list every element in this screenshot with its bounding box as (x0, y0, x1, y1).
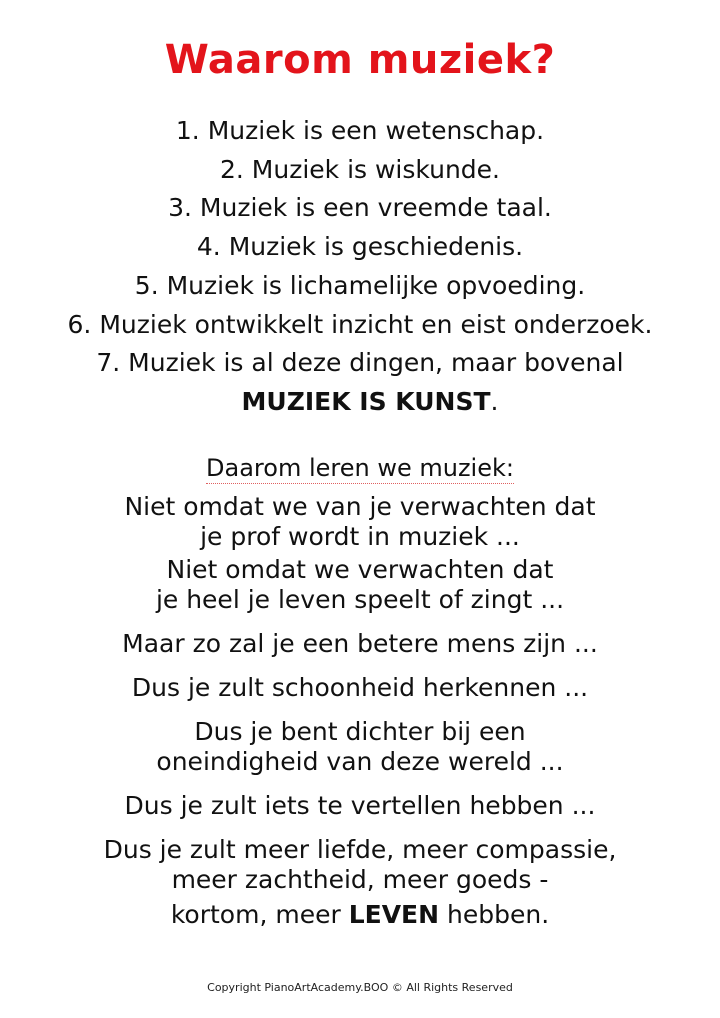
stanza-line: je prof wordt in muziek ... (200, 522, 520, 551)
stanza-5 (0, 717, 720, 777)
stanza-line: Dus je zult iets te vertellen hebben ... (124, 791, 596, 820)
stanza-line (0, 895, 720, 935)
stanza-line: je heel je leven speelt of zingt ... (155, 585, 565, 614)
copyright-notice: Copyright PianoArtAcademy.BOO © All Rights Reserved (207, 981, 513, 994)
stanza-line: meer zachtheid, meer goeds - (171, 865, 549, 894)
reasons-body (0, 492, 720, 935)
stanza-line: Dus je zult meer liefde, meer compassie, (103, 835, 617, 864)
conclusion-bold: MUZIEK IS KUNST (241, 386, 491, 416)
stanza-line: Niet omdat we van je verwachten dat (124, 492, 596, 521)
stanza-line: Maar zo zal je een betere mens zijn ... (122, 629, 598, 658)
page-title: Waarom muziek? (164, 37, 556, 83)
stanza-6 (0, 791, 720, 821)
conclusion-line (0, 383, 720, 422)
stanza-3 (0, 629, 720, 659)
stanza-7 (0, 835, 720, 935)
stanza-line: Dus je zult schoonheid herkennen ... (131, 673, 589, 702)
list-item: 7. Muziek is al deze dingen, maar bovenal (96, 348, 624, 378)
subheading-text: Daarom leren we muziek: (206, 454, 514, 482)
stanza-2 (0, 555, 720, 615)
subheading (0, 448, 720, 488)
stanza-4 (0, 673, 720, 703)
reasons-list (0, 112, 720, 422)
list-item: 3. Muziek is een vreemde taal. (168, 193, 552, 223)
line-text: kortom, meer (170, 900, 349, 929)
list-item: 4. Muziek is geschiedenis. (196, 232, 524, 262)
stanza-1 (0, 492, 720, 552)
list-item: 1. Muziek is een wetenschap. (175, 116, 545, 145)
list-item: 2. Muziek is wiskunde. (219, 154, 501, 184)
line-text: hebben. (439, 900, 550, 929)
stanza-line: Dus je bent dichter bij een (194, 717, 526, 746)
emphasis-leven: LEVEN (348, 900, 440, 929)
list-item: 6. Muziek ontwikkelt inzicht en eist onderzoek. (67, 309, 653, 339)
stanza-line: Niet omdat we verwachten dat (166, 555, 554, 584)
stanza-line: oneindigheid van deze wereld ... (156, 747, 564, 776)
conclusion-end: . (490, 386, 499, 416)
list-item: 5. Muziek is lichamelijke opvoeding. (134, 270, 586, 300)
